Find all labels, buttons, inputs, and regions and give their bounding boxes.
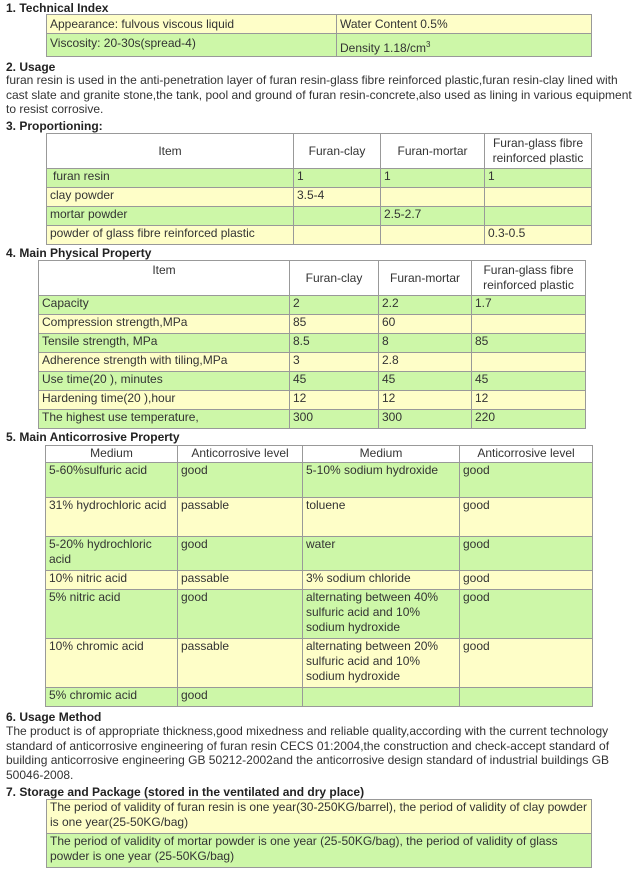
usage-paragraph: furan resin is used in the anti-penetration layer of furan resin-glass fibre reinforced plastic,furan resin-clay lined with cast slate and granite stone,the tank, pool and ground of furan resin-concrete,also used as lining in various equipment to resist corrosive. [6,73,632,116]
table-cell: 2 [290,296,379,315]
water-content-cell: Water Content 0.5% [337,15,592,34]
table-cell: passable [178,571,303,590]
section-title-technical-index: 1. Technical Index [6,1,109,15]
table-cell: powder of glass fibre reinforced plastic [47,226,294,245]
table-cell: Compression strength,MPa [39,315,290,334]
section-title-anticorrosive: 5. Main Anticorrosive Property [6,430,180,444]
storage-row-2: The period of validity of mortar powder is one year (25-50KG/bag), the period of validity of glass powder is one year (25-50KG/bag) [47,834,592,868]
table-cell [485,207,592,226]
table-cell [303,688,460,707]
table-cell: 3% sodium chloride [303,571,460,590]
table-cell: 1.7 [472,296,586,315]
usage-method-paragraph: The product is of appropriate thickness,good mixedness and reliable quality,according with the current technology standard of anticorrosive engineering of furan resin CECS 01:2004,the construction and check-accept standard of building anticorrosive engineering GB 50212-2002and the anticorrosive design standard of industrial buildings GB 50046-2008. [6,724,610,782]
table-cell [460,688,593,707]
table-cell: 5% chromic acid [46,688,178,707]
anticorrosive-table [45,445,593,707]
anti-header-level-2: Anticorrosive level [460,446,593,463]
table-cell: 85 [290,315,379,334]
table-cell [294,226,381,245]
phys-header-mortar: Furan-mortar [379,261,472,296]
proportioning-table [46,133,592,245]
table-cell: good [178,537,303,571]
section-title-usage: 2. Usage [6,60,56,74]
table-cell: Use time(20 ), minutes [39,372,290,391]
table-cell: good [460,590,593,639]
storage-table [46,799,592,868]
table-cell [472,353,586,372]
table-cell: Tensile strength, MPa [39,334,290,353]
storage-row-1: The period of validity of furan resin is one year(30-250KG/barrel), the period of validity of clay powder is one year(25-50KG/bag) [47,800,592,834]
density-unit-sup: 3 [426,40,431,49]
section-title-storage: 7. Storage and Package (stored in the ventilated and dry place) [6,785,365,799]
prop-header-clay: Furan-clay [294,134,381,169]
table-cell: 45 [290,372,379,391]
table-cell: 12 [290,391,379,410]
table-cell: passable [178,498,303,537]
table-cell: passable [178,639,303,688]
table-cell: alternating between 20% sulfuric acid and 10% sodium hydroxide [303,639,460,688]
phys-header-clay: Furan-clay [290,261,379,296]
table-cell: 3 [290,353,379,372]
table-cell: clay powder [47,188,294,207]
section-title-proportioning: 3. Proportioning: [6,119,103,133]
table-cell: 8.5 [290,334,379,353]
density-cell [337,34,592,57]
phys-header-item: Item [39,261,290,296]
physical-property-table [38,260,586,429]
table-cell: 10% nitric acid [46,571,178,590]
table-cell: 12 [379,391,472,410]
table-cell: 5-60%sulfuric acid [46,463,178,498]
appearance-cell: Appearance: fulvous viscous liquid [47,15,337,34]
table-cell: 1 [485,169,592,188]
table-cell: good [460,571,593,590]
table-cell: good [460,639,593,688]
table-cell: 2.5-2.7 [381,207,485,226]
table-cell: The highest use temperature, [39,410,290,429]
table-cell: 12 [472,391,586,410]
table-cell: good [178,688,303,707]
anti-header-medium-2: Medium [303,446,460,463]
table-cell: 5-10% sodium hydroxide [303,463,460,498]
table-cell: good [460,463,593,498]
table-cell: good [460,498,593,537]
table-cell: water [303,537,460,571]
prop-header-mortar: Furan-mortar [381,134,485,169]
prop-header-glass: Furan-glass fibre reinforced plastic [485,134,592,169]
table-cell: 45 [379,372,472,391]
phys-header-glass: Furan-glass fibre reinforced plastic [472,261,586,296]
table-cell: good [178,590,303,639]
table-cell: alternating between 40% sulfuric acid and 10% sodium hydroxide [303,590,460,639]
table-cell: 8 [379,334,472,353]
table-cell: 1 [294,169,381,188]
table-cell: mortar powder [47,207,294,226]
table-cell: 3.5-4 [294,188,381,207]
table-cell: toluene [303,498,460,537]
section-title-usage-method: 6. Usage Method [6,710,102,724]
table-cell: 220 [472,410,586,429]
table-cell: 2.2 [379,296,472,315]
table-cell: furan resin [47,169,294,188]
anti-header-level-1: Anticorrosive level [178,446,303,463]
table-cell: 0.3-0.5 [485,226,592,245]
table-cell: 300 [379,410,472,429]
table-cell: Hardening time(20 ),hour [39,391,290,410]
section-title-physical: 4. Main Physical Property [6,246,152,260]
table-cell: 2.8 [379,353,472,372]
table-cell [381,188,485,207]
table-cell: good [178,463,303,498]
table-cell: 5% nitric acid [46,590,178,639]
table-cell: Adherence strength with tiling,MPa [39,353,290,372]
table-cell [294,207,381,226]
table-cell: 5-20% hydrochloric acid [46,537,178,571]
table-cell: 45 [472,372,586,391]
viscosity-cell: Viscosity: 20-30s(spread-4) [47,34,337,57]
table-cell: 31% hydrochloric acid [46,498,178,537]
table-cell: 60 [379,315,472,334]
table-cell: Capacity [39,296,290,315]
table-cell [485,188,592,207]
table-cell: 1 [381,169,485,188]
table-cell: 10% chromic acid [46,639,178,688]
anti-header-medium-1: Medium [46,446,178,463]
prop-header-item: Item [47,134,294,169]
table-cell: 85 [472,334,586,353]
density-value: Density 1.18/cm [340,41,427,55]
technical-index-table [46,14,592,57]
table-cell [381,226,485,245]
table-cell: good [460,537,593,571]
table-cell: 300 [290,410,379,429]
table-cell [472,315,586,334]
